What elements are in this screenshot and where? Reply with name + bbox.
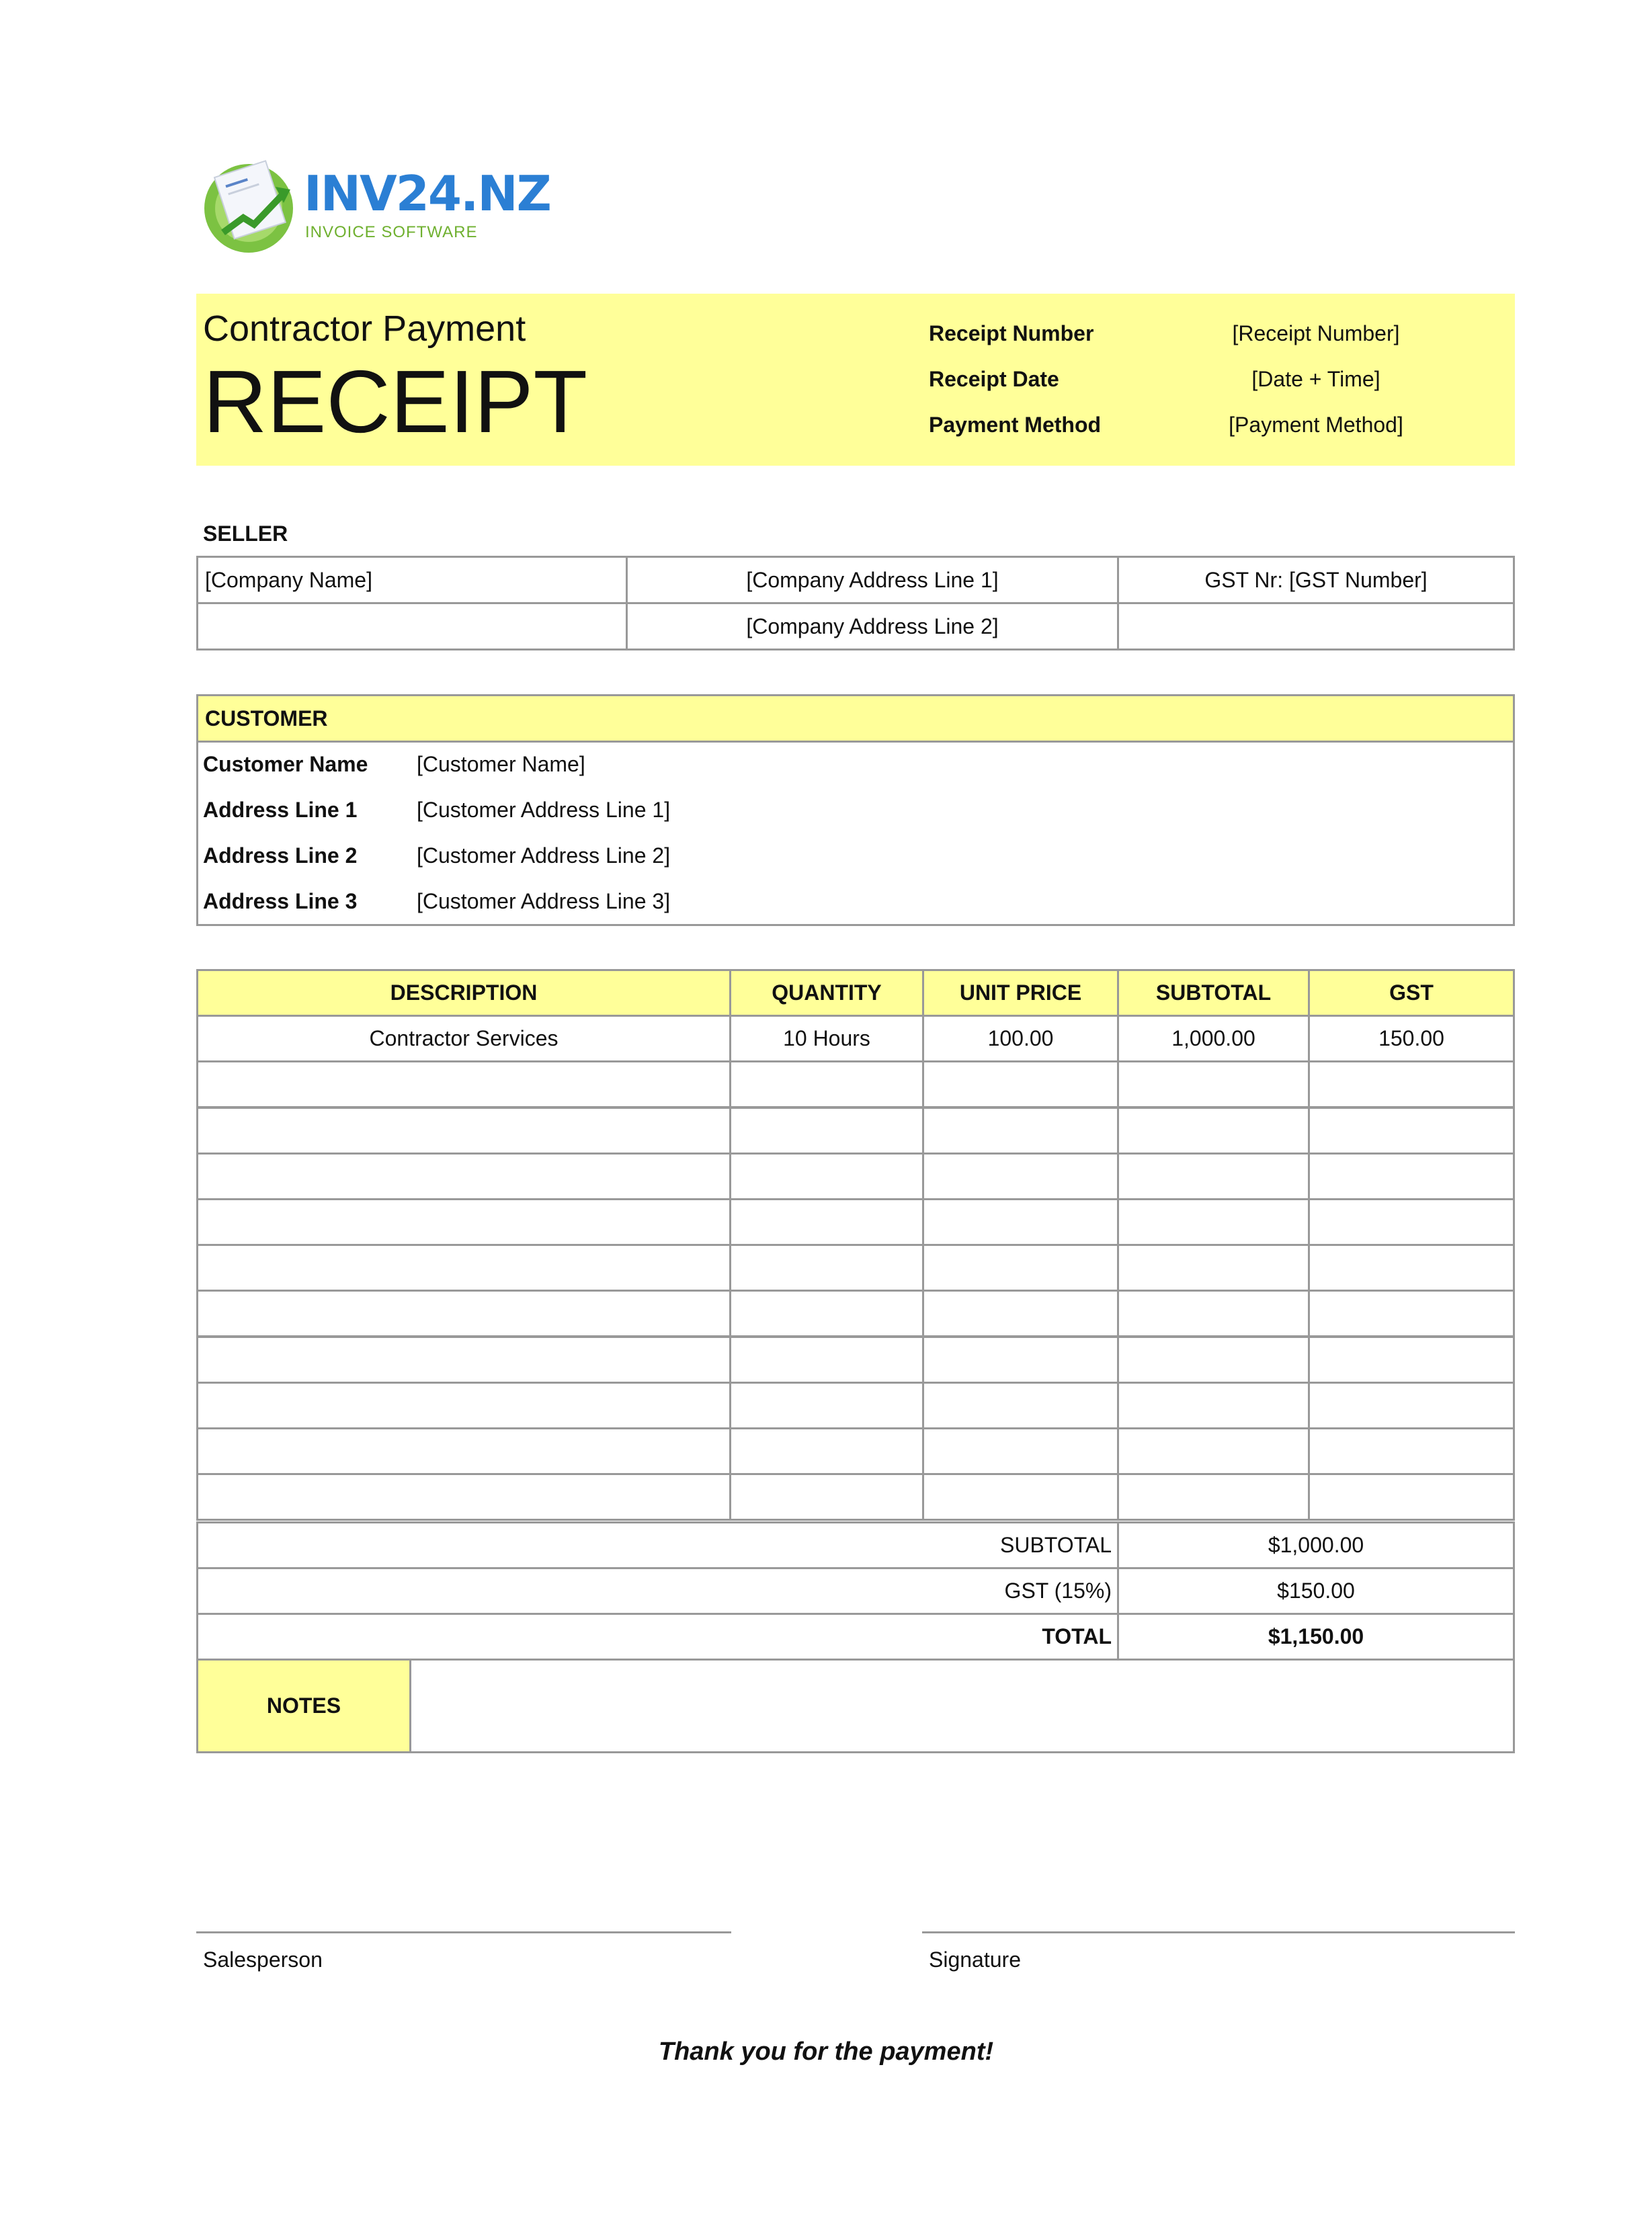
- customer-name-label: Customer Name: [203, 752, 368, 776]
- empty-item-cell: [196, 1427, 731, 1475]
- empty-item-cell: [922, 1336, 1119, 1384]
- seller-empty-cell: [1117, 602, 1515, 651]
- receipt-date-label: Receipt Date: [929, 367, 1059, 391]
- empty-item-cell: [196, 1060, 731, 1108]
- empty-item-cell: [922, 1290, 1119, 1337]
- empty-item-cell: [1308, 1336, 1515, 1384]
- item-cell-description: Contractor Services: [196, 1015, 731, 1062]
- receipt-subtitle: Contractor Payment: [203, 308, 526, 349]
- payment-method-value: [Payment Method]: [1229, 413, 1403, 437]
- empty-item-cell: [729, 1107, 924, 1155]
- empty-item-cell: [1117, 1107, 1310, 1155]
- empty-item-cell: [1308, 1427, 1515, 1475]
- empty-item-cell: [196, 1107, 731, 1155]
- signature-line: [922, 1931, 1515, 1933]
- customer-name-value: [Customer Name]: [417, 752, 585, 776]
- empty-item-cell: [922, 1473, 1119, 1521]
- customer-heading: CUSTOMER: [196, 694, 1515, 743]
- empty-item-cell: [1117, 1244, 1310, 1292]
- empty-item-cell: [922, 1244, 1119, 1292]
- empty-item-cell: [1117, 1153, 1310, 1200]
- logo-brand: INV24.NZ: [304, 165, 550, 222]
- empty-item-cell: [1308, 1153, 1515, 1200]
- empty-item-cell: [196, 1290, 731, 1337]
- empty-item-cell: [1308, 1382, 1515, 1429]
- seller-address-line2: [Company Address Line 2]: [626, 602, 1119, 651]
- empty-item-cell: [922, 1427, 1119, 1475]
- receipt-number-label: Receipt Number: [929, 321, 1094, 345]
- gst-value: $150.00: [1117, 1567, 1515, 1615]
- item-cell-subtotal: 1,000.00: [1117, 1015, 1310, 1062]
- empty-item-cell: [1308, 1060, 1515, 1108]
- salesperson-label: Salesperson: [203, 1947, 323, 1972]
- gst-label: GST (15%): [196, 1567, 1119, 1615]
- subtotal-label: SUBTOTAL: [196, 1521, 1119, 1569]
- column-header-quantity: QUANTITY: [729, 969, 924, 1017]
- empty-item-cell: [729, 1336, 924, 1384]
- payment-method-label: Payment Method: [929, 413, 1102, 437]
- thank-you-message: Thank you for the payment!: [658, 2038, 994, 2066]
- empty-item-cell: [1117, 1198, 1310, 1246]
- empty-item-cell: [922, 1107, 1119, 1155]
- empty-item-cell: [196, 1244, 731, 1292]
- seller-address-line1: [Company Address Line 1]: [626, 556, 1119, 604]
- empty-item-cell: [729, 1153, 924, 1200]
- empty-item-cell: [196, 1473, 731, 1521]
- empty-item-cell: [1308, 1473, 1515, 1521]
- seller-heading: SELLER: [203, 521, 288, 546]
- empty-item-cell: [729, 1290, 924, 1337]
- item-cell-unit-price: 100.00: [922, 1015, 1119, 1062]
- empty-item-cell: [1117, 1060, 1310, 1108]
- empty-item-cell: [196, 1153, 731, 1200]
- empty-item-cell: [729, 1427, 924, 1475]
- empty-item-cell: [922, 1382, 1119, 1429]
- customer-box: [196, 741, 1515, 926]
- customer-address3-label: Address Line 3: [203, 889, 358, 913]
- salesperson-line: [196, 1931, 731, 1933]
- customer-address1-label: Address Line 1: [203, 798, 358, 822]
- notes-field[interactable]: [409, 1659, 1515, 1753]
- seller-gst: GST Nr: [GST Number]: [1117, 556, 1515, 604]
- seller-empty-cell: [196, 602, 628, 651]
- customer-address2-value: [Customer Address Line 2]: [417, 843, 671, 868]
- total-label: TOTAL: [196, 1613, 1119, 1661]
- customer-address1-value: [Customer Address Line 1]: [417, 798, 671, 822]
- total-value: $1,150.00: [1117, 1613, 1515, 1661]
- empty-item-cell: [196, 1198, 731, 1246]
- notes-label: NOTES: [196, 1659, 411, 1753]
- empty-item-cell: [922, 1153, 1119, 1200]
- empty-item-cell: [729, 1198, 924, 1246]
- customer-address2-label: Address Line 2: [203, 843, 358, 868]
- empty-item-cell: [1308, 1244, 1515, 1292]
- empty-item-cell: [729, 1244, 924, 1292]
- signature-label: Signature: [929, 1947, 1021, 1972]
- receipt-number-value: [Receipt Number]: [1232, 321, 1400, 345]
- empty-item-cell: [729, 1060, 924, 1108]
- column-header-gst: GST: [1308, 969, 1515, 1017]
- subtotal-value: $1,000.00: [1117, 1521, 1515, 1569]
- item-cell-gst: 150.00: [1308, 1015, 1515, 1062]
- empty-item-cell: [922, 1060, 1119, 1108]
- receipt-title: RECEIPT: [203, 352, 588, 451]
- empty-item-cell: [1117, 1290, 1310, 1337]
- customer-address3-value: [Customer Address Line 3]: [417, 889, 671, 913]
- empty-item-cell: [729, 1382, 924, 1429]
- empty-item-cell: [1117, 1427, 1310, 1475]
- column-header-description: DESCRIPTION: [196, 969, 731, 1017]
- column-header-subtotal: SUBTOTAL: [1117, 969, 1310, 1017]
- empty-item-cell: [1117, 1336, 1310, 1384]
- receipt-date-value: [Date + Time]: [1251, 367, 1380, 391]
- empty-item-cell: [1117, 1473, 1310, 1521]
- empty-item-cell: [1308, 1107, 1515, 1155]
- empty-item-cell: [922, 1198, 1119, 1246]
- empty-item-cell: [1117, 1382, 1310, 1429]
- empty-item-cell: [196, 1336, 731, 1384]
- logo-tagline: INVOICE SOFTWARE: [305, 223, 478, 241]
- empty-item-cell: [729, 1473, 924, 1521]
- empty-item-cell: [1308, 1198, 1515, 1246]
- column-header-unit-price: UNIT PRICE: [922, 969, 1119, 1017]
- empty-item-cell: [196, 1382, 731, 1429]
- item-cell-quantity: 10 Hours: [729, 1015, 924, 1062]
- empty-item-cell: [1308, 1290, 1515, 1337]
- seller-company-name: [Company Name]: [196, 556, 628, 604]
